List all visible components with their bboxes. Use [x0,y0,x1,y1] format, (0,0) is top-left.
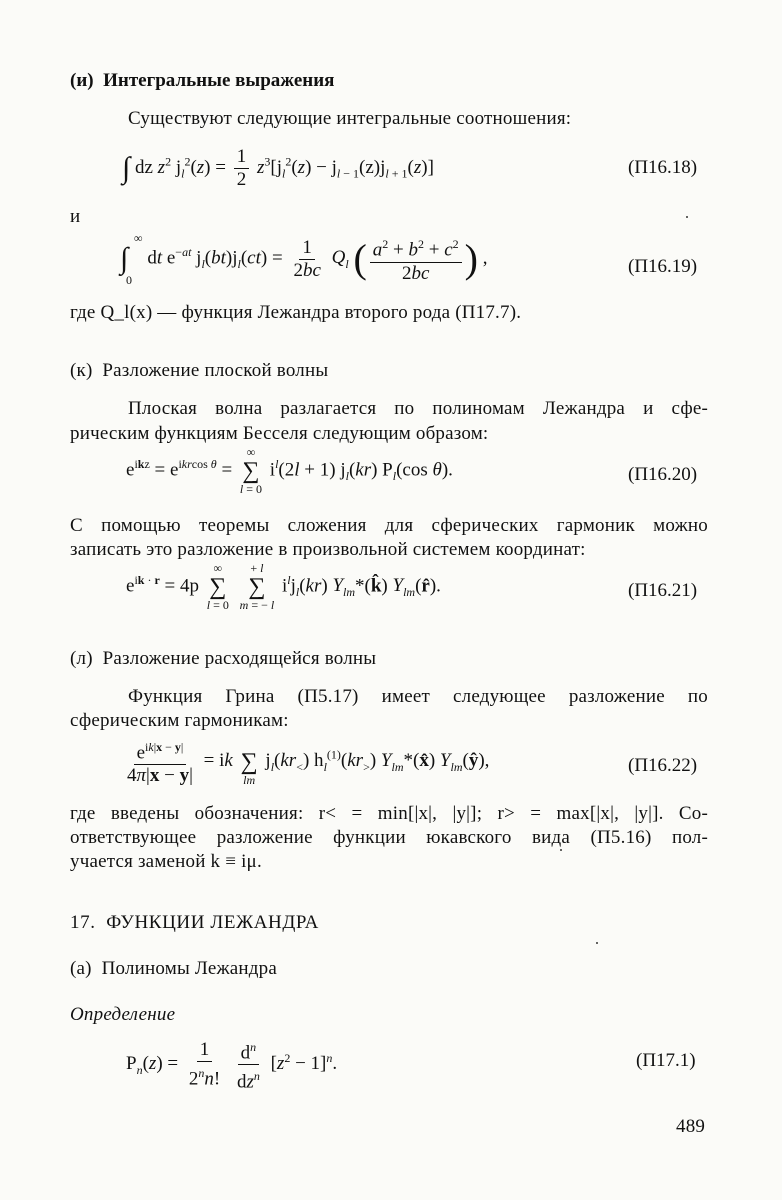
equation-number: (П16.18) [628,157,698,178]
page-number: 489 [676,1116,706,1137]
section-title: Интегральные выражения [103,70,335,91]
section-title: Полиномы Лежандра [101,958,277,979]
scan-speck [686,216,688,218]
intro-text: Существуют следующие интегральные соотношения: [128,108,572,129]
definition-label: Определение [70,1004,176,1025]
scan-speck [596,942,598,944]
equation-16-22: $\frac{e^{ik|x - y|}}{4\pi|x - y|}$ = ik ∑ lm $j_l(kr_<)$ $h_l^{(1)}(kr_>)$ $Y_{lm}*(x̂)$ $Y_{lm}(ŷ)$, [124,736,489,787]
scan-speck [560,849,562,851]
equation-16-19: ∞ ∫ 0 dt $e^{-at}$ $j_l(bt)j_l(ct)$ = $\frac{1}{2bc}$ $Q_l$ ( $\frac{a^2 + b^2 + c^2}{2bc}$ ) , [120,231,488,287]
chapter-number: 17. [70,912,96,933]
section-label: (к) [70,360,93,381]
section-heading-k [70,360,328,382]
section-label: (а) [70,958,92,979]
paragraph-line: учается заменой k ≡ iμ. [70,851,262,872]
and-word: и [70,206,81,227]
paragraph-line: сферическим гармоникам: [70,710,289,731]
equation-number: (П17.1) [636,1050,696,1071]
paragraph-line: ответствующее разложение функции юкавского вида (П5.16) пол- [70,827,708,848]
equation-17-1: $P_n(z)$ = $\frac{1}{2^nn!}$ $\frac{d^n}{dz^n}$ $[z^2 - 1]^n$. [126,1036,337,1094]
chapter-title: ФУНКЦИИ ЛЕЖАНДРА [106,912,319,933]
paragraph-line: записать это разложение в произвольной системем координат: [70,539,586,560]
equation-number: (П16.21) [628,580,698,601]
paragraph-line: Плоская волна разлагается по полиномам Лежандра и сфе- [128,398,708,419]
equation-16-18: ∫ dz $z^2$ $j_l^2(z)$ = $\frac{1}{2}$ $z^3[j_l^2(z) - j_{l - 1}(z)j_{l + 1}(z)]$ [122,146,434,190]
section-label: (и) [70,70,94,91]
paragraph-line: где введены обозначения: r< = min[|x|, |y|]; r> = max[|x|, |y|]. Со- [70,803,708,824]
section-heading-i [70,70,334,92]
equation-number: (П16.19) [628,256,698,277]
section-title: Разложение плоской волны [102,360,329,381]
paragraph-line: Функция Грина (П5.17) имеет следующее разложение по [128,686,708,707]
section-heading-a [70,958,277,980]
equation-number: (П16.20) [628,464,698,485]
equation-number: (П16.22) [628,755,698,776]
section-heading-l [70,648,376,670]
equation-16-21: $e^{ik \cdot r} = 4p$ ∞ ∑ l = 0 + l ∑ m = − l $i^lj_l(kr)$ $Y_{lm}*(k̂)$ $Y_{lm}(r̂)$. [126,561,441,612]
chapter-heading [70,912,319,934]
equation-16-20: $e^{ikz} = e^{ikrcos \theta}$ = ∞ ∑ l = 0 $i^l(2l + 1)$ $j_l(kr)$ $P_l(\cos$ θ). [126,445,453,496]
paragraph-line: рическим функциям Бесселя следующим образом: [70,423,489,444]
section-label: (л) [70,648,93,669]
paragraph-line: С помощью теоремы сложения для сферических гармоник можно [70,515,708,536]
section-title: Разложение расходящейся волны [102,648,377,669]
after-eq-19-text: где Q_l(x) — функция Лежандра второго рода (П17.7). [70,302,522,323]
